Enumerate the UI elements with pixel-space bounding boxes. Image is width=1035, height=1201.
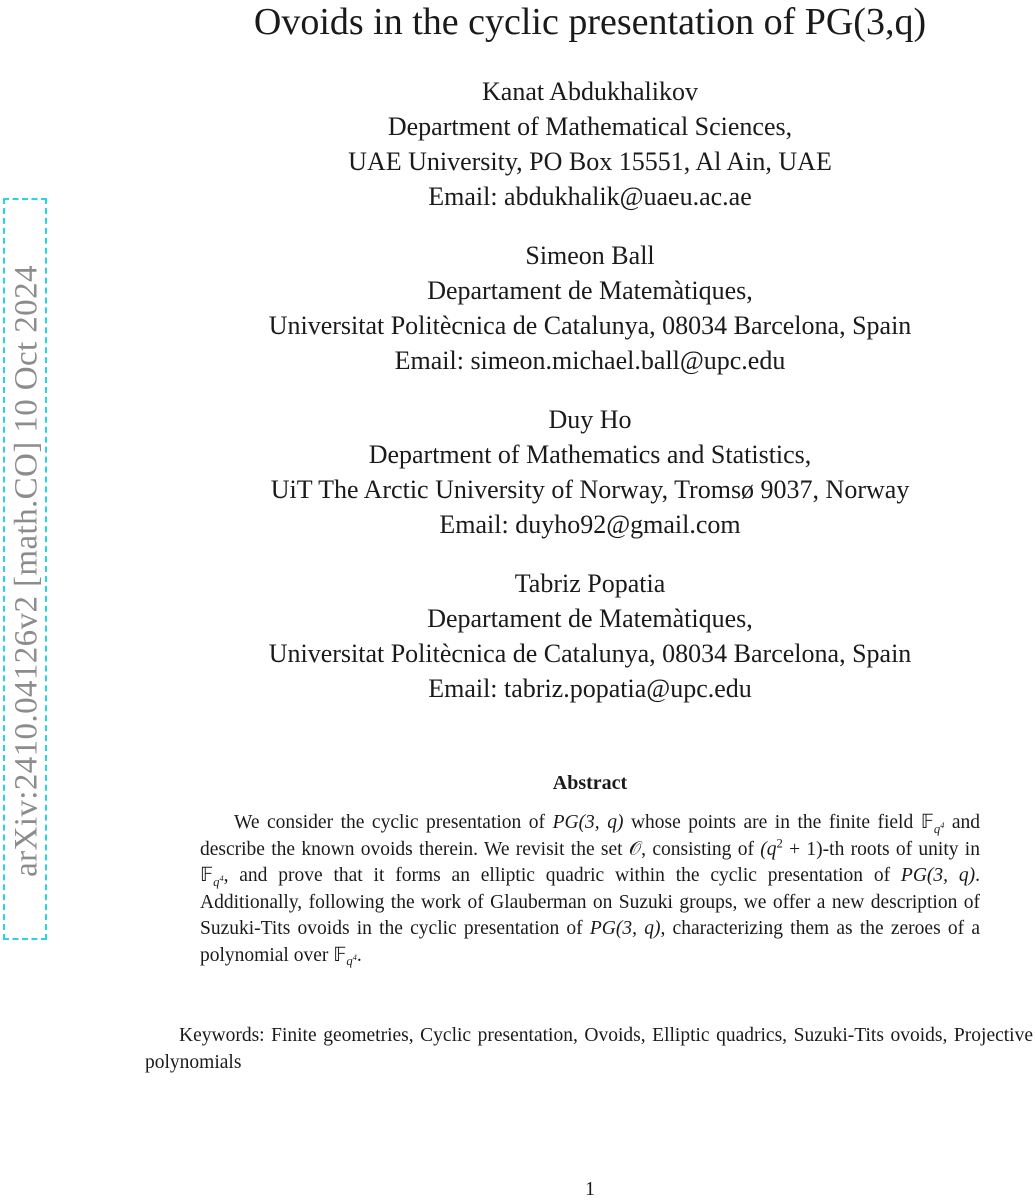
math-pg: PG (552, 812, 579, 833)
keywords: Keywords: Finite geometries, Cyclic presentation, Ovoids, Elliptic quadrics, Suzuki-Tits ovoids, Projective polynomials (145, 1025, 1033, 1073)
arxiv-identifier[interactable]: arXiv:2410.04126v2 [math.CO] 10 Oct 2024 (8, 265, 45, 877)
abstract-heading: Abstract (552, 772, 628, 794)
author-block (145, 238, 1035, 378)
author-name: Simeon Ball (525, 241, 655, 270)
abstract-text: , consisting of (641, 838, 761, 860)
author-institution: Universitat Politècnica de Catalunya, 08034 Barcelona, Spain (268, 311, 912, 340)
math-field-exp: 4 (219, 873, 224, 883)
math-field-exp: 4 (352, 953, 357, 963)
math-field-sub: q (213, 874, 220, 889)
abstract-text: We consider the cyclic presentation of (234, 812, 553, 833)
abstract-text: . (356, 944, 362, 966)
abstract-text: , and prove that it forms an elliptic quadric within the cyclic presentation of (223, 865, 901, 886)
math-pg: PG (900, 865, 927, 886)
math-set-symbol: 𝒪 (628, 838, 642, 860)
math-pg-args: (3, q) (578, 812, 624, 833)
math-pg-args: (3, q) (926, 865, 976, 886)
abstract-text: . Additionally, following the work of Glauberman on Suzuki groups, we offer a new description of Suzuki-Tits ovoids in the cyclic presentation of (200, 865, 980, 939)
math-roots: (q (760, 838, 777, 860)
math-field-exp: 4 (940, 820, 945, 830)
author-name: Duy Ho (548, 405, 632, 434)
math-field-symbol: 𝔽 (200, 865, 214, 886)
author-name: Kanat Abdukhalikov (482, 77, 698, 106)
author-department: Department of Mathematical Sciences, (387, 112, 793, 141)
author-email[interactable]: Email: abdukhalik@uaeu.ac.ae (428, 182, 752, 211)
page-number: 1 (585, 1178, 595, 1200)
author-institution: UiT The Arctic University of Norway, Tromsø 9037, Norway (270, 475, 910, 504)
arxiv-stamp-border (3, 198, 47, 940)
author-block (145, 402, 1035, 542)
math-pg: PG (589, 918, 616, 939)
author-institution: UAE University, PO Box 15551, Al Ain, UAE (348, 147, 832, 176)
paper-title: Ovoids in the cyclic presentation of PG(3,q) (253, 1, 927, 43)
abstract-text: -th roots of unity in (822, 838, 980, 860)
author-institution: Universitat Politècnica de Catalunya, 08034 Barcelona, Spain (268, 639, 912, 668)
author-name: Tabriz Popatia (514, 569, 666, 598)
math-field-symbol: 𝔽 (333, 944, 347, 966)
author-department: Departament de Matemàtiques, (427, 276, 753, 305)
author-email[interactable]: Email: tabriz.popatia@upc.edu (428, 674, 752, 703)
math-field-symbol: 𝔽 (920, 812, 934, 833)
abstract-text: whose points are in the finite field (623, 812, 921, 833)
author-department: Departament de Matemàtiques, (427, 604, 753, 633)
author-block (145, 566, 1035, 706)
author-block (145, 74, 1035, 214)
math-field-sub: q (346, 954, 353, 969)
author-email[interactable]: Email: simeon.michael.ball@upc.edu (394, 346, 786, 375)
math-roots-exp: 2 (776, 836, 783, 850)
abstract-text: and describe the known ovoids therein. We revisit the set (200, 812, 980, 860)
abstract-text: , characterizing them as the zeroes of a polynomial over (200, 918, 980, 966)
math-field-sub: q (933, 821, 941, 836)
abstract-body (200, 810, 980, 969)
author-department: Department of Mathematics and Statistics, (368, 440, 812, 469)
math-roots-tail: + 1) (782, 838, 823, 860)
author-list (145, 74, 1035, 730)
math-pg-args: (3, q) (615, 918, 661, 939)
author-email[interactable]: Email: duyho92@gmail.com (439, 510, 741, 539)
